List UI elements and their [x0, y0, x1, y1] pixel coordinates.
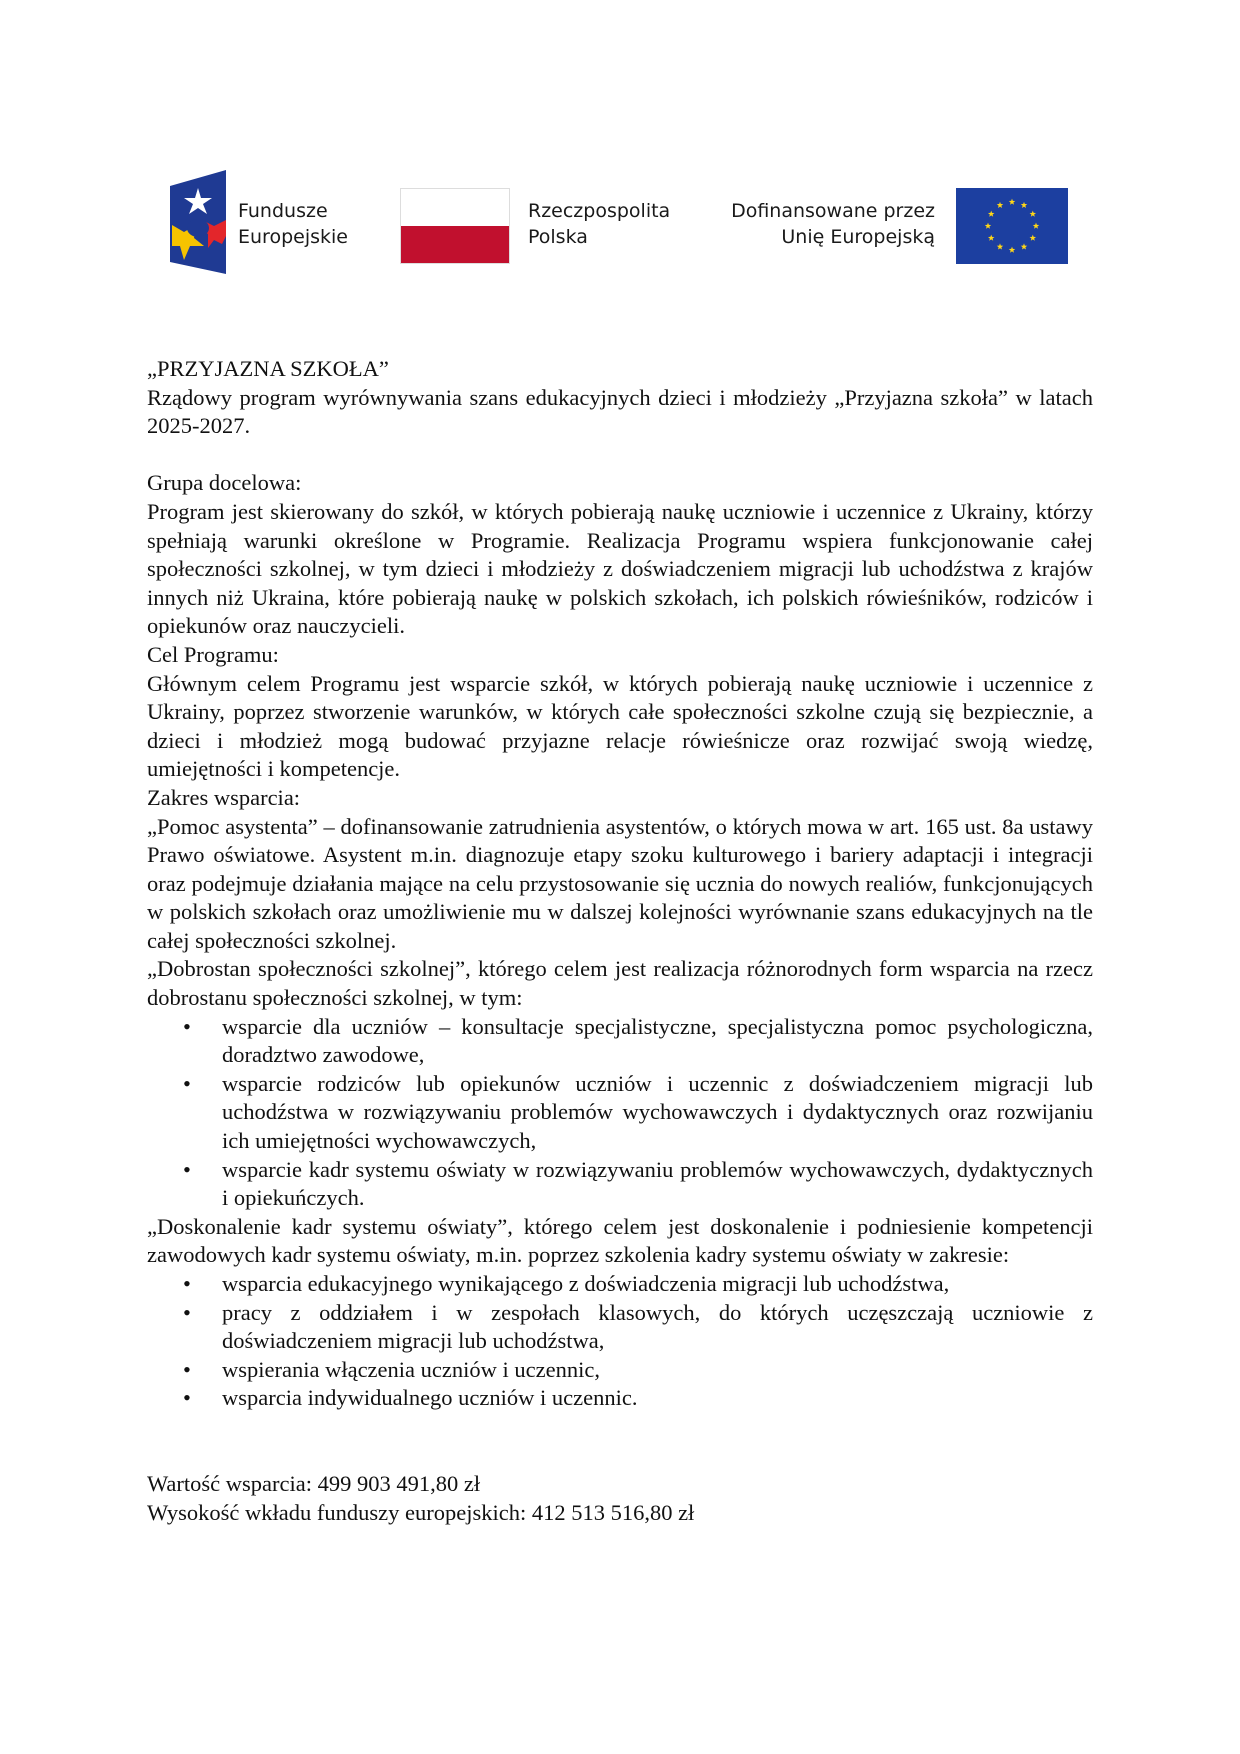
bullet-icon: •: [183, 1385, 191, 1411]
document-subtitle: Rządowy program wyrównywania szans edukacyjnych dzieci i młodzieży „Przyjazna szkoła” w latach 2025-2027.: [147, 384, 1093, 439]
scope-heading: Zakres wsparcia:: [147, 784, 301, 810]
wellbeing-list: [147, 1013, 1093, 1213]
list-item-text: wsparcia edukacyjnego wynikającego z doświadczenia migracji lub uchodźstwa,: [222, 1271, 950, 1296]
rzeczpospolita-line2: Polska: [528, 226, 588, 248]
list-item-text: wspierania włączenia uczniów i uczennic,: [222, 1356, 600, 1382]
list-item: [147, 1270, 1093, 1299]
list-item-text: pracy z oddziałem i w zespołach klasowych, do których uczęszczają uczniowie z doświadczeniem migracji lub uchodźstwa,: [222, 1299, 1093, 1354]
list-item-text: wsparcie kadr systemu oświaty w rozwiązywaniu problemów wychowawczych, dydaktycznych i opiekuńczych.: [222, 1156, 1093, 1211]
bullet-icon: •: [183, 1013, 191, 1039]
list-item: [147, 1299, 1093, 1356]
bullet-icon: •: [183, 1271, 191, 1296]
fundusze-europejskie-logo-icon: [170, 170, 226, 274]
fundusze-line2: Europejskie: [238, 226, 348, 248]
list-item: [147, 1156, 1093, 1213]
wellbeing-intro: „Dobrostan społeczności szkolnej”, którego celem jest realizacja różnorodnych form wsparcia na rzecz dobrostanu społeczności szkolnej, w tym:: [147, 956, 1093, 1011]
training-intro: „Doskonalenie kadr systemu oświaty”, którego celem jest doskonalenie i podniesienie kompetencji zawodowych kadr systemu oświaty, m.in. poprzez szkolenia kadry systemu oświaty w zakresie:: [147, 1213, 1093, 1268]
document-body: [147, 355, 1093, 1527]
eu-cofinanced-label: [700, 198, 935, 250]
polish-flag-icon: [400, 188, 510, 264]
fundusze-line1: Fundusze: [238, 200, 328, 222]
fundusze-europejskie-label: [238, 198, 348, 250]
bullet-icon: •: [183, 1356, 191, 1382]
bullet-icon: •: [183, 1299, 191, 1325]
list-item-text: wsparcie dla uczniów – konsultacje specjalistyczne, specjalistyczna pomoc psychologiczna, doradztwo zawodowe,: [222, 1013, 1093, 1068]
goal-heading: Cel Programu:: [147, 641, 279, 667]
target-group-body: Program jest skierowany do szkół, w których pobierają naukę uczniowie i uczennice z Ukrainy, którzy spełniają warunki określone w Programie. Realizacja Programu wspiera funkcjonowanie całej społeczności szkolnej, w tym dzieci i młodzieży z doświadczeniem migracji lub uchodźstwa z krajów innych niż Ukraina, które pobierają naukę w polskich szkołach, ich polskich rówieśników, rodziców i opiekunów oraz nauczycieli.: [147, 498, 1093, 639]
list-item-text: wsparcie rodziców lub opiekunów uczniów i uczennic z doświadczeniem migracji lub uchodźstwa w rozwiązywaniu problemów wychowawczych i dydaktycznych oraz rozwijaniu ich umiejętności wychowawczych,: [222, 1070, 1093, 1154]
eu-flag-icon: [956, 188, 1068, 264]
goal-body: Głównym celem Programu jest wsparcie szkół, w których pobierają naukę uczniowie i uczennice z Ukrainy, poprzez stworzenie warunków, w których całe społeczności szkolne czują się bezpiecznie, a dzieci i młodzież mogą budować przyjazne relacje rówieśnicze oraz rozwijać swoją wiedzę, umiejętności i kompetencje.: [147, 670, 1093, 782]
document-title: „PRZYJAZNA SZKOŁA”: [147, 356, 389, 381]
rzeczpospolita-line1: Rzeczpospolita: [528, 200, 671, 222]
rzeczpospolita-polska-label: [528, 198, 670, 250]
assistant-paragraph: „Pomoc asystenta” – dofinansowanie zatrudnienia asystentów, o których mowa w art. 165 ust. 8a ustawy Prawo oświatowe. Asystent m.in. diagnozuje etapy szoku kulturowego i bariery adaptacji i integracji oraz podejmuje działania mające na celu przystosowanie się ucznia do nowych realiów, funkcjonujących w polskich szkołach oraz umożliwienie mu w dalszej kolejności wyrównanie szans edukacyjnych na tle całej społeczności szkolnej.: [147, 813, 1093, 953]
eu-line1: Dofinansowane przez: [731, 200, 935, 222]
list-item: [147, 1070, 1093, 1156]
funding-eu-contribution: Wysokość wkładu funduszy europejskich: 412 513 516,80 zł: [147, 1499, 695, 1525]
list-item: [147, 1356, 1093, 1385]
logo-bar: [0, 170, 1240, 280]
list-item: [147, 1013, 1093, 1070]
target-group-heading: Grupa docelowa:: [147, 470, 302, 496]
bullet-icon: •: [183, 1156, 191, 1182]
bullet-icon: •: [183, 1070, 191, 1096]
list-item: [147, 1384, 1093, 1413]
list-item-text: wsparcia indywidualnego uczniów i uczennic.: [222, 1385, 638, 1411]
eu-line2: Unię Europejską: [781, 226, 935, 248]
funding-total: Wartość wsparcia: 499 903 491,80 zł: [147, 1470, 481, 1496]
training-list: [147, 1270, 1093, 1413]
